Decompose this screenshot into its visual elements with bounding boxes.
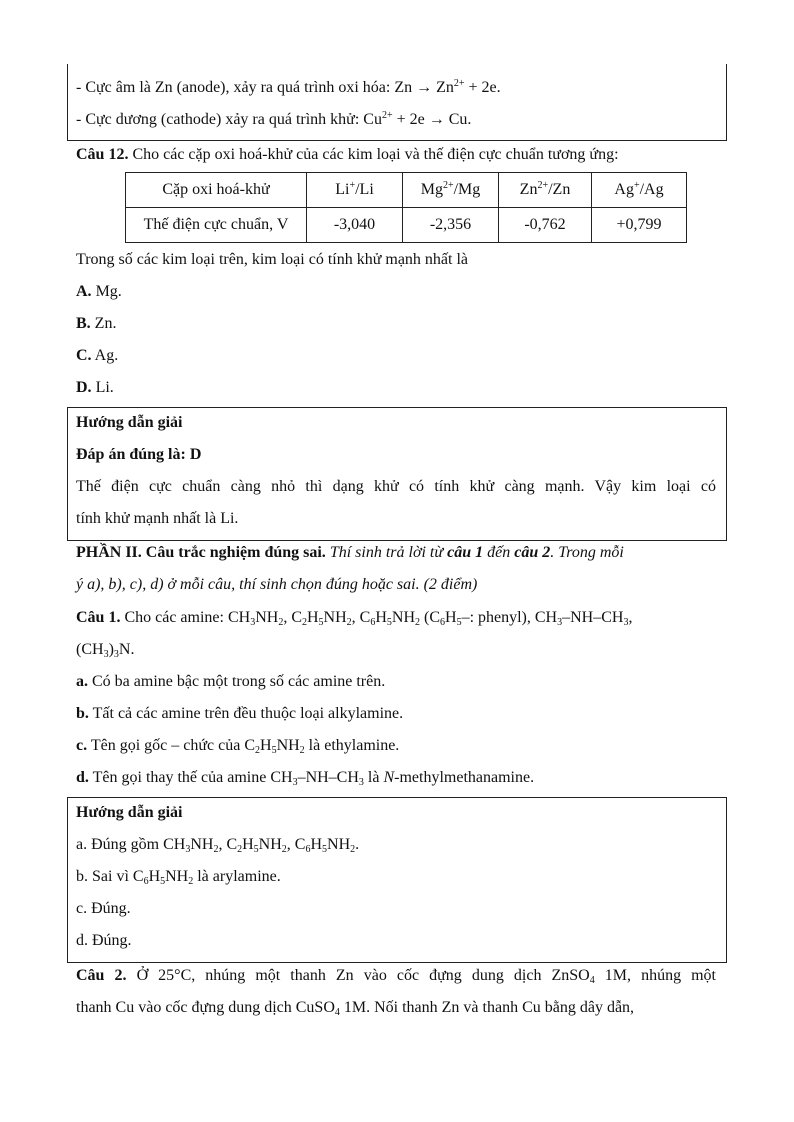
table-cell: $Mg^{2+}/Mg$ xyxy=(403,173,499,208)
guide-line-c: c. Đúng. xyxy=(76,900,131,917)
table-cell: -0,762 xyxy=(499,208,592,243)
q2-line1: Câu 2. Ở 25°C, nhúng một thanh Zn vào cốc đựng dung dịch ZnSO$_4$ 1M, nhúng một xyxy=(76,967,717,986)
table-cell: $Zn^{2+}/Zn$ xyxy=(499,173,592,208)
table-cell: -2,356 xyxy=(403,208,499,243)
part2-heading: PHẦN II. Câu trắc nghiệm đúng sai. Thí sinh trả lời từ câu 1 đến câu 2. Trong mỗi xyxy=(76,544,624,561)
table-row xyxy=(126,208,687,243)
q2-line2: thanh Cu vào cốc đựng dung dịch CuSO$_4$ 1M. Nối thanh Zn và thanh Cu bằng dây dẫn, xyxy=(76,999,635,1018)
table-row-label: Thế điện cực chuẩn, V xyxy=(126,208,307,243)
answer-line: Đáp án đúng là: D xyxy=(76,446,202,463)
q1-item-b: b. Tất cả các amine trên đều thuộc loại alkylamine. xyxy=(76,705,404,722)
table-cell: +0,799 xyxy=(592,208,687,243)
table-cell: -3,040 xyxy=(307,208,403,243)
option-a: A. Mg. xyxy=(76,283,122,300)
q1-stem-line2: $(CH_3)_3N$. xyxy=(76,641,135,660)
guide-line-d: d. Đúng. xyxy=(76,932,132,949)
option-c: C. Ag. xyxy=(76,347,119,364)
potential-table xyxy=(125,172,687,243)
explain-line-1: Thế điện cực chuẩn càng nhỏ thì dạng khử có tính khử càng mạnh. Vậy kim loại có xyxy=(76,478,716,495)
q1-stem: Câu 1. Cho các amine: $CH_3NH_2$, $C_2H_5NH_2$, $C_6H_5NH_2$ ($C_6H_5-$: phenyl), $CH_3-NH-CH_3$, xyxy=(76,609,633,628)
guide-title: Hướng dẫn giải xyxy=(76,414,183,431)
option-b: B. Zn. xyxy=(76,315,117,332)
q1-item-d: d. Tên gọi thay thế của amine $CH_3-NH-CH_3$ là N-methylmethanamine. xyxy=(76,769,535,788)
q12-stem: Câu 12. Cho các cặp oxi hoá-khử của các kim loại và thế điện cực chuẩn tương ứng: xyxy=(76,146,619,163)
cathode-line: - Cực dương (cathode) xảy ra quá trình khử: $Cu^{2+} + 2e \to Cu$. xyxy=(76,110,472,128)
table-row xyxy=(126,173,687,208)
guide-title: Hướng dẫn giải xyxy=(76,804,183,821)
q1-item-c: c. Tên gọi gốc – chức của $C_2H_5NH_2$ là ethylamine. xyxy=(76,737,400,756)
q12-question: Trong số các kim loại trên, kim loại có tính khử mạnh nhất là xyxy=(76,251,469,268)
table-cell: Li+/Li xyxy=(307,173,403,208)
part2-instruction: ý a), b), c), d) ở mỗi câu, thí sinh chọn đúng hoặc sai. (2 điểm) xyxy=(76,576,478,593)
option-d: D. Li. xyxy=(76,379,114,396)
explain-line-2: tính khử mạnh nhất là Li. xyxy=(76,510,239,527)
anode-line: - Cực âm là Zn (anode), xảy ra quá trình oxi hóa: $Zn \to Zn^{2+} + 2e$. xyxy=(76,78,501,96)
guide-line-a: a. Đúng gồm $CH_3NH_2$, $C_2H_5NH_2$, $C_6H_5NH_2$. xyxy=(76,836,360,855)
table-cell: Ag+/Ag xyxy=(592,173,687,208)
table-header-label: Cặp oxi hoá-khử xyxy=(126,173,307,208)
q1-item-a: a. Có ba amine bậc một trong số các amine trên. xyxy=(76,673,386,690)
guide-line-b: b. Sai vì $C_6H_5NH_2$ là arylamine. xyxy=(76,868,281,887)
